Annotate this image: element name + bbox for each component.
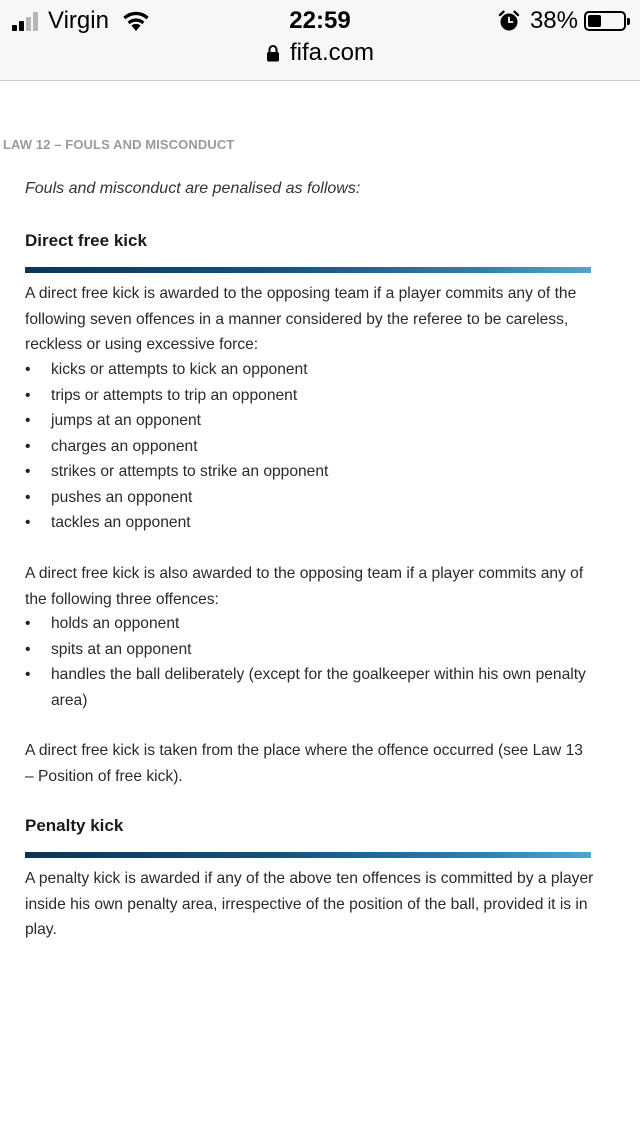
offences-list-seven — [25, 357, 595, 536]
battery-fill — [588, 15, 601, 27]
list-item: • pushes an opponent — [25, 485, 595, 511]
address-bar[interactable] — [0, 39, 640, 67]
battery-icon — [584, 11, 626, 31]
list-item: • holds an opponent — [25, 611, 595, 637]
intro-text: Fouls and misconduct are penalised as follows: — [25, 180, 361, 197]
direct-free-kick-location: A direct free kick is taken from the place where the offence occurred (see Law 13 – Position of free kick). — [25, 742, 583, 785]
list-item: • kicks or attempts to kick an opponent — [25, 357, 595, 383]
status-right — [498, 7, 626, 35]
list-item: • tackles an opponent — [25, 510, 595, 536]
section-divider — [25, 852, 591, 858]
carrier-name: Virgin — [48, 7, 109, 34]
list-item: • strikes or attempts to strike an opponent — [25, 459, 595, 485]
lock-icon — [266, 44, 280, 62]
direct-free-kick-also: A direct free kick is also awarded to the opposing team if a player commits any of the following three offences: — [25, 565, 584, 608]
section-divider — [25, 267, 591, 273]
list-item: • jumps at an opponent — [25, 408, 595, 434]
penalty-kick-text: A penalty kick is awarded if any of the above ten offences is committed by a player inside his own penalty area, irrespective of the position of the ball, provided it is in play. — [25, 870, 594, 938]
status-bar — [0, 0, 640, 81]
list-item: • trips or attempts to trip an opponent — [25, 383, 595, 409]
alarm-clock-icon — [498, 10, 520, 32]
section-heading-direct-free-kick: Direct free kick — [25, 231, 147, 250]
law-title: LAW 12 – FOULS AND MISCONDUCT — [3, 137, 235, 152]
battery-percentage: 38% — [529, 7, 578, 34]
section-heading-penalty-kick: Penalty kick — [25, 816, 124, 835]
list-item: • handles the ball deliberately (except for the goalkeeper within his own penalty area) — [25, 662, 595, 713]
direct-free-kick-intro: A direct free kick is awarded to the opposing team if a player commits any of the following seven offences in a manner considered by the referee to be careless, reckless or using excessive force: — [25, 285, 577, 353]
list-item: • spits at an opponent — [25, 637, 595, 663]
battery-nub — [627, 18, 630, 25]
list-item: • charges an opponent — [25, 434, 595, 460]
status-time: 22:59 — [289, 7, 351, 34]
url-text[interactable]: fifa.com — [289, 39, 375, 66]
offences-list-three — [25, 611, 595, 713]
